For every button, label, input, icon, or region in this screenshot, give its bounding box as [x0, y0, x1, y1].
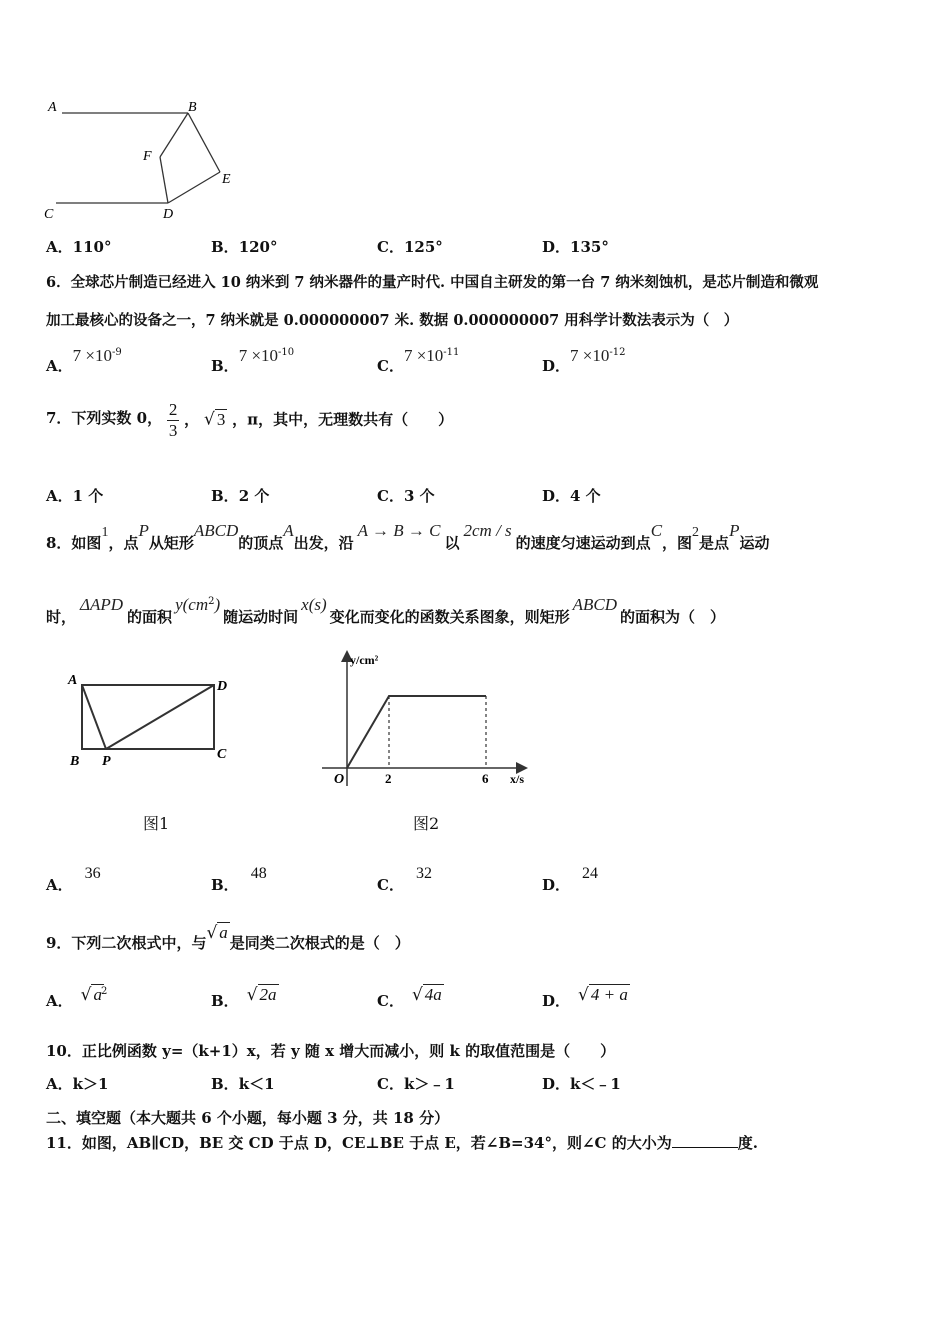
- q9-option-d[interactable]: D． √ 4 + a: [542, 985, 628, 1010]
- label-c: C: [44, 207, 54, 222]
- q5-option-a[interactable]: A．110°: [46, 238, 112, 256]
- q10-option-d[interactable]: D．k＜﹣1: [542, 1075, 621, 1093]
- q7-option-b[interactable]: B．2 个: [211, 487, 270, 505]
- fig1-label-a: A: [68, 673, 78, 688]
- q10-option-c[interactable]: C．k＞﹣1: [377, 1075, 455, 1093]
- q8-figure2: [312, 648, 542, 788]
- graph-line: [347, 696, 486, 768]
- label-f: F: [143, 149, 152, 164]
- q9-option-a[interactable]: A． √ $a^2$: [46, 985, 108, 1010]
- q6-line2: 加工最核心的设备之一，7 纳米就是 0.000000007 米. 数据 0.000000007 用科学计数法表示为（ ）: [46, 312, 739, 329]
- q11-stem: 11．如图，AB∥CD，BE 交 CD 于点 D，CE⊥BE 于点 E，若∠B=34°，则∠C 的大小为 度.: [46, 1134, 758, 1152]
- q8-option-d[interactable]: D．24: [542, 865, 599, 894]
- q8-line1: 8．如图1，点P从矩形ABCD的顶点A出发，沿A → B → C以2cm / s的速度匀速运动到点C，图2是点P运动: [46, 521, 770, 552]
- seg-pd: [106, 685, 214, 749]
- q6-line1: 6．全球芯片制造已经进入 10 纳米到 7 纳米器件的量产时代. 中国自主研发的第一台 7 纳米刻蚀机，是芯片制造和微观: [46, 274, 819, 291]
- q9-option-b[interactable]: B． √ 2a: [211, 985, 277, 1010]
- q9-option-c[interactable]: C． √ 4a: [377, 985, 442, 1010]
- q8-line2: 时，ΔAPD的面积$y(cm^2)$随运动时间x(s)变化而变化的函数关系图象，则矩形ABCD的面积为（ ）: [46, 595, 726, 626]
- q5-option-d[interactable]: D．135°: [542, 238, 609, 256]
- seg-fd: [160, 157, 168, 203]
- seg-ed: [168, 172, 220, 203]
- fig1-label-b: B: [70, 754, 80, 769]
- q6-option-a[interactable]: A．$7 \times 10^{-9}$: [46, 346, 122, 375]
- q8-option-a[interactable]: A．36: [46, 865, 101, 894]
- q8-fig2-caption: 图2: [413, 814, 440, 833]
- q6-option-d[interactable]: D．$7 \times 10^{-12}$: [542, 346, 626, 375]
- fig2-tick-2: 2: [385, 771, 392, 786]
- q6-option-b[interactable]: B．$7 \times 10^{-10}$: [211, 346, 295, 375]
- fig2-origin: O: [334, 772, 345, 787]
- q5-option-b[interactable]: B．120°: [211, 238, 278, 256]
- label-a: A: [48, 100, 57, 115]
- fig2-xlabel: x/s: [510, 772, 525, 786]
- q7-option-c[interactable]: C．3 个: [377, 487, 435, 505]
- seg-bf: [160, 113, 188, 157]
- q7-stem: 7．下列实数 0， $\frac{2}{3}$ ， √ 3 ，π，其中，无理数共有（ ）: [46, 400, 454, 440]
- label-d: D: [163, 207, 174, 222]
- q8-figure1: [62, 668, 242, 778]
- q7-option-a[interactable]: A．1 个: [46, 487, 104, 505]
- seg-be: [188, 113, 220, 172]
- label-b: B: [188, 100, 197, 115]
- q8-option-c[interactable]: C．32: [377, 865, 432, 894]
- q10-option-a[interactable]: A．k＞1: [46, 1075, 109, 1093]
- fig2-ylabel: y/cm²: [350, 653, 379, 667]
- q5-option-c[interactable]: C．125°: [377, 238, 443, 256]
- fig1-label-c: C: [217, 747, 227, 762]
- q7-fraction: $\frac{2}{3}$: [168, 400, 178, 440]
- q5-figure: [40, 92, 250, 224]
- fig1-label-p: P: [102, 754, 111, 769]
- q8-option-b[interactable]: B．48: [211, 865, 267, 894]
- label-e: E: [222, 172, 231, 187]
- fig1-label-d: D: [217, 679, 228, 694]
- section2-title: 二、填空题（本大题共 6 个小题，每小题 3 分，共 18 分）: [46, 1109, 450, 1127]
- q11-answer-blank[interactable]: [672, 1133, 738, 1148]
- seg-ap: [82, 685, 106, 749]
- q8-fig1-caption: 图1: [143, 814, 170, 833]
- q10-stem: 10．正比例函数 y=（k+1）x，若 y 随 x 增大而减小，则 k 的取值范围是（ ）: [46, 1042, 616, 1060]
- fig2-tick-6: 6: [482, 771, 489, 786]
- q10-option-b[interactable]: B．k＜1: [211, 1075, 275, 1093]
- q6-option-c[interactable]: C．$7 \times 10^{-11}$: [377, 346, 460, 375]
- q9-stem: 9．下列二次根式中，与√ a是同类二次根式的是（ ）: [46, 923, 410, 952]
- q7-option-d[interactable]: D．4 个: [542, 487, 601, 505]
